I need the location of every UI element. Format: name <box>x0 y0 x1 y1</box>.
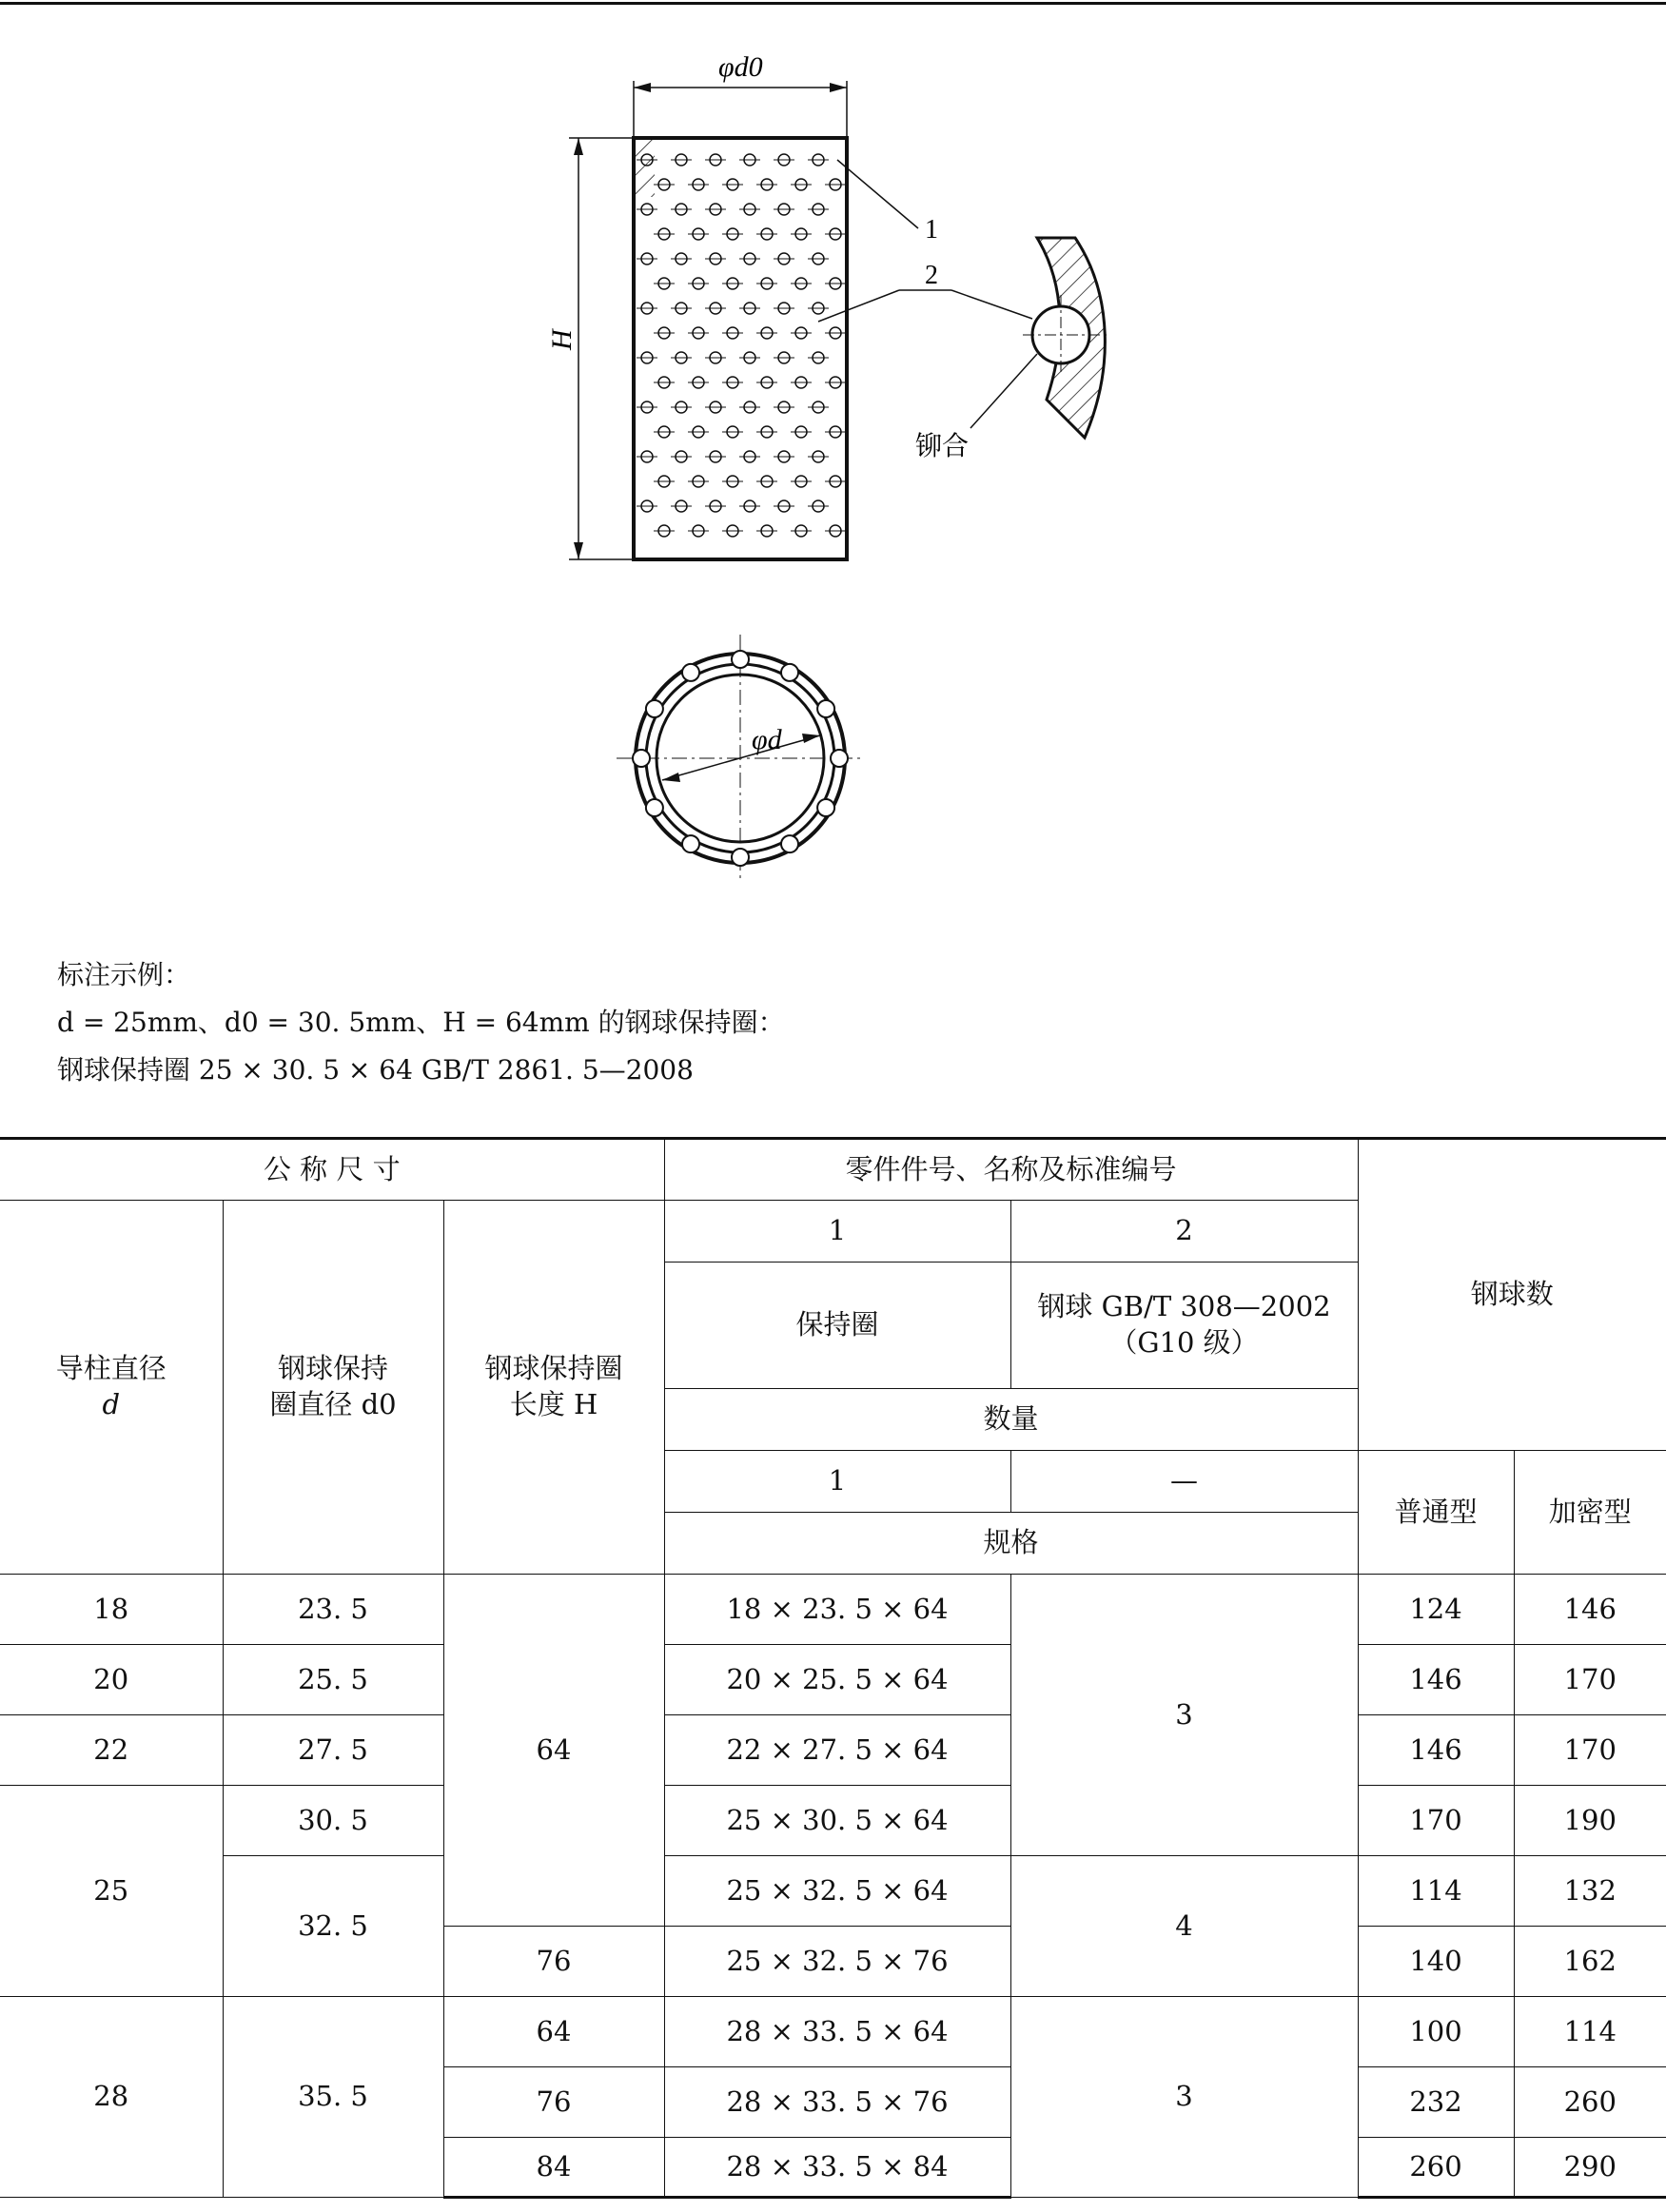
marking-example <box>57 951 785 1094</box>
table-row: 32. 5 25 × 32. 5 × 64 4 114 132 <box>0 1856 1666 1927</box>
header-part-2-name: 钢球 GB/T 308—2002 （G10 级） <box>1010 1263 1358 1389</box>
table-row: 18 23. 5 64 18 × 23. 5 × 64 3 124 146 <box>0 1575 1666 1645</box>
header-cage-length: 钢球保持圈 长度 H <box>443 1201 664 1575</box>
header-dense: 加密型 <box>1514 1451 1666 1575</box>
ring-ball <box>817 799 834 816</box>
header-cage-diameter: 钢球保持 圈直径 d0 <box>223 1201 443 1575</box>
header-qty-1: 1 <box>664 1451 1010 1513</box>
table-row: 84 28 × 33. 5 × 84 260 290 <box>0 2138 1666 2198</box>
header-nominal: 公 称 尺 寸 <box>0 1139 664 1201</box>
example-line-1: d = 25mm、d0 = 30. 5mm、H = 64mm 的钢球保持圈： <box>57 1007 785 1038</box>
header-quantity: 数量 <box>664 1389 1358 1451</box>
ring-ball <box>732 849 749 866</box>
header-part-2: 2 <box>1010 1201 1358 1263</box>
dim-height: H <box>546 329 578 350</box>
example-line-2: 钢球保持圈 25 × 30. 5 × 64 GB/T 2861. 5—2008 <box>57 1054 694 1086</box>
ring-ball <box>732 651 749 668</box>
callout-2: 2 <box>925 261 938 290</box>
ring-ball <box>817 700 834 717</box>
ring-ball <box>646 700 663 717</box>
ring-ball <box>633 750 650 767</box>
callout-1: 1 <box>925 215 938 245</box>
header-normal: 普通型 <box>1358 1451 1514 1575</box>
table-row: 28 35. 5 64 28 × 33. 5 × 64 3 100 114 <box>0 1997 1666 2067</box>
ring-ball <box>781 835 798 852</box>
cage-diameter-355: 35. 5 <box>223 1997 443 2198</box>
header-ball-count: 钢球数 <box>1358 1139 1666 1451</box>
header-parts: 零件件号、名称及标准编号 <box>664 1139 1358 1201</box>
cage-length-64: 64 <box>443 1575 664 1927</box>
table-row: 20 25. 5 20 × 25. 5 × 64 146 170 <box>0 1645 1666 1715</box>
dim-outer-diameter: φd0 <box>718 51 763 83</box>
table-row: 76 28 × 33. 5 × 76 232 260 <box>0 2067 1666 2138</box>
cage-diameter-325: 32. 5 <box>223 1856 443 1997</box>
guide-diameter-28: 28 <box>0 1997 223 2198</box>
guide-diameter-25: 25 <box>0 1786 223 1997</box>
ball-qty-4: 4 <box>1010 1856 1358 1997</box>
table-row: 22 27. 5 22 × 27. 5 × 64 146 170 <box>0 1715 1666 1786</box>
ball-cage-drawing <box>0 0 1666 942</box>
ring-ball <box>646 799 663 816</box>
header-part-1-name: 保持圈 <box>664 1263 1010 1389</box>
header-spec: 规格 <box>664 1513 1358 1575</box>
table-row: 25 30. 5 25 × 30. 5 × 64 170 190 <box>0 1786 1666 1856</box>
header-guide-diameter: 导柱直径 d <box>0 1201 223 1575</box>
ring-ball <box>682 664 699 681</box>
rivet-label: 铆合 <box>915 430 970 461</box>
example-title: 标注示例： <box>57 959 191 990</box>
table-row: 76 25 × 32. 5 × 76 140 162 <box>0 1927 1666 1997</box>
ball-qty-3b: 3 <box>1010 1997 1358 2198</box>
ring-ball <box>831 750 848 767</box>
header-part-1: 1 <box>664 1201 1010 1263</box>
ball-qty-3: 3 <box>1010 1575 1358 1856</box>
header-qty-2: — <box>1010 1451 1358 1513</box>
spec-table <box>0 1137 1666 2199</box>
dim-inner-diameter: φd <box>752 724 782 755</box>
ring-ball <box>682 835 699 852</box>
ring-ball <box>781 664 798 681</box>
